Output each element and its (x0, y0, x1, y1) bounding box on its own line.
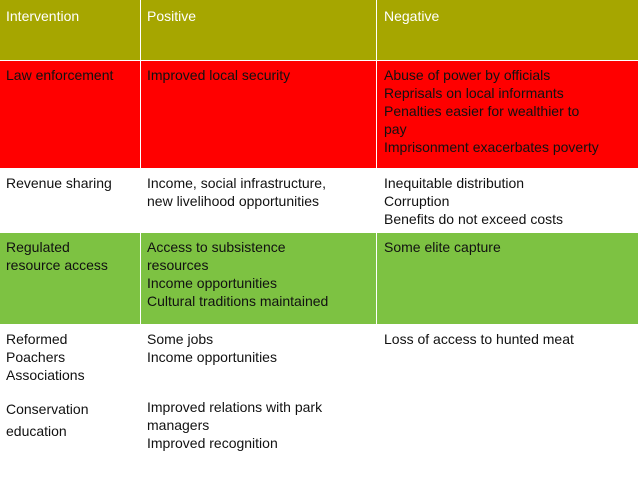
intervention-cell: Law enforcement (6, 67, 114, 83)
positive-cell: Access to subsistence resources Income opportunities Cultural traditions maintained (140, 233, 376, 324)
header-intervention: Intervention (6, 8, 80, 24)
positive-cell: Income, social infrastructure, new livelihood opportunities (147, 175, 326, 209)
header-negative: Negative (376, 0, 638, 60)
positive-cell: Improved relations with park managers Improved recognition (147, 399, 323, 451)
negative-cell: Loss of access to hunted meat (384, 331, 574, 347)
table-row (0, 61, 638, 169)
table-row (0, 393, 638, 479)
intervention-cell: Reformed Poachers Associations (6, 331, 85, 383)
negative-cell: Some elite capture (376, 233, 638, 324)
table-row (0, 233, 638, 325)
positive-cell: Some jobs Income opportunities (147, 331, 277, 365)
intervention-cell: Revenue sharing (6, 175, 112, 191)
table-row (0, 169, 638, 233)
intervention-cell: Regulated resource access (6, 239, 108, 273)
negative-cell: Abuse of power by officials Reprisals on local informants Penalties easier for wealthier to pay Imprisonment exacerbates poverty (376, 61, 638, 168)
negative-cell (376, 393, 638, 479)
positive-cell: Improved local security (140, 61, 376, 168)
negative-cell: Inequitable distribution Corruption Benefits do not exceed costs (384, 175, 563, 227)
table-row (0, 325, 638, 393)
intervention-cell: Conservation education (6, 401, 89, 439)
table-header-row (0, 0, 638, 61)
header-positive: Positive (140, 0, 376, 60)
